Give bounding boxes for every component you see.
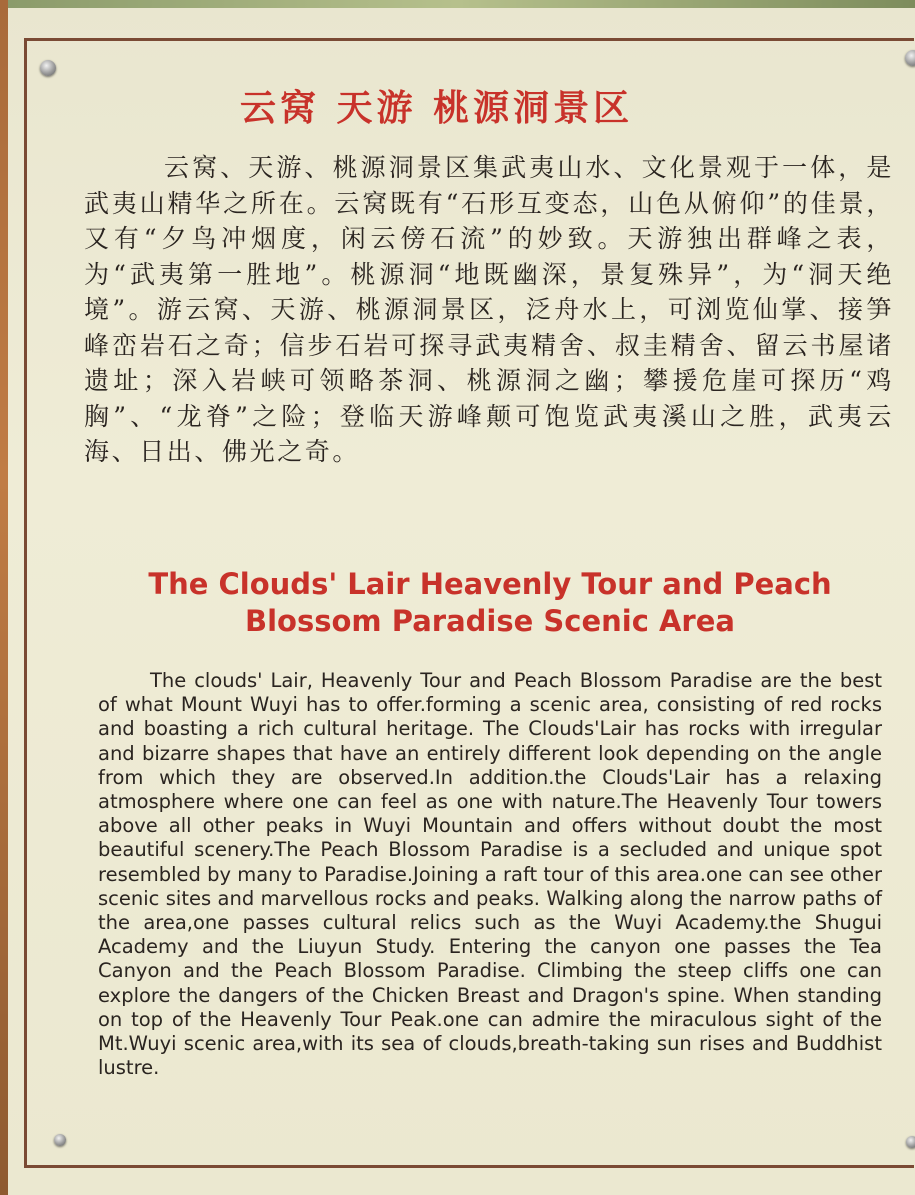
screw-icon xyxy=(40,60,56,76)
screw-icon xyxy=(54,1134,66,1146)
foliage-strip xyxy=(0,0,915,8)
english-title-line-1: The Clouds' Lair Heavenly Tour and Peach xyxy=(148,567,832,601)
english-title xyxy=(90,566,890,640)
english-description: The clouds' Lair, Heavenly Tour and Peach Blossom Paradise are the best of what Mount Wuyi has to offer.forming a scenic area, consisting of red rocks and boasting a rich cultural heritage. The Clouds'Lair has rocks with irregular and bizarre shapes that have an entirely different look depending on the angle from which they are observed.In addition.the Clouds'Lair has a relaxing atmosphere where one can feel as one with nature.The Heavenly Tour towers above all other peaks in Wuyi Mountain and offers without doubt the most beautiful scenery.The Peach Blossom Paradise is a secluded and unique spot resembled by many to Paradise.Joining a raft tour of this area.one can see other scenic sites and marvellous rocks and peaks. Walking along the narrow paths of the area,one passes cultural relics such as the Wuyi Academy.the Shugui Academy and the Liuyun Study. Entering the canyon one passes the Tea Canyon and the Peach Blossom Paradise. Climbing the steep cliffs one can explore the dangers of the Chicken Breast and Dragon's spine. When standing on top of the Heavenly Tour Peak.one can admire the miraculous sight of the Mt.Wuyi scenic area,with its sea of clouds,breath-taking sun rises and Buddhist lustre. xyxy=(98,669,882,1080)
screw-icon xyxy=(905,50,915,66)
screw-icon xyxy=(906,1136,915,1148)
chinese-title: 云窝 天游 桃源洞景区 xyxy=(240,87,634,129)
sign-post-edge xyxy=(0,0,8,1195)
chinese-description: 云窝、天游、桃源洞景区集武夷山水、文化景观于一体，是武夷山精华之所在。云窝既有“石形互变态，山色从俯仰”的佳景，又有“夕鸟冲烟度，闲云傍石流”的妙致。天游独出群峰之表，为“武夷第一胜地”。桃源洞“地既幽深，景复殊异”，为“洞天绝境”。游云窝、天游、桃源洞景区，泛舟水上，可浏览仙掌、接笋峰峦岩石之奇；信步石岩可探寻武夷精舍、叔圭精舍、留云书屋诸遗址；深入岩峡可领略茶洞、桃源洞之幽；攀援危崖可探历“鸡胸”、“龙脊”之险；登临天游峰颠可饱览武夷溪山之胜，武夷云海、日出、佛光之奇。 xyxy=(84,153,894,466)
english-title-line-2: Blossom Paradise Scenic Area xyxy=(245,604,735,638)
